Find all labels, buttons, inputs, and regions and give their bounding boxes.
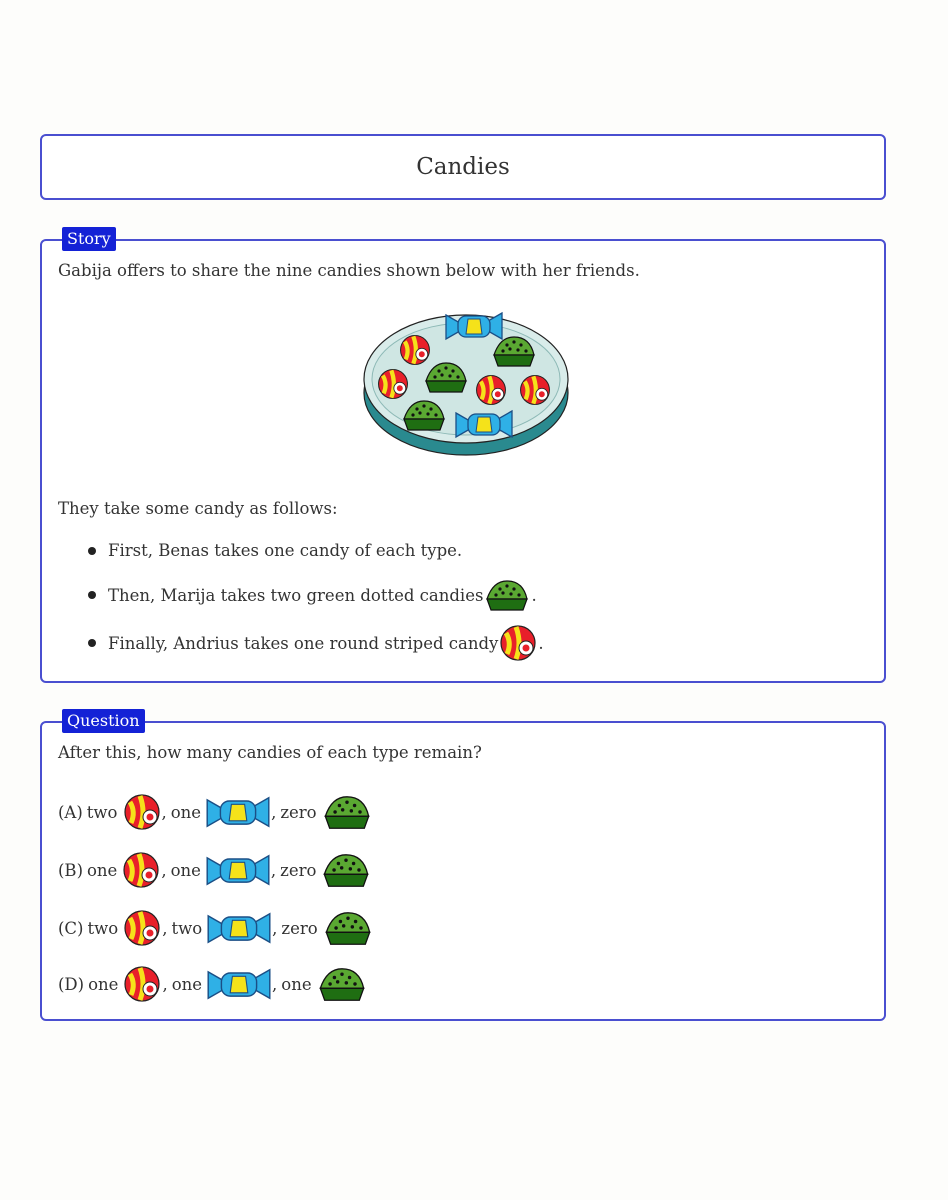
wrapped-candy-icon — [206, 965, 272, 1003]
option-label: (B) — [58, 860, 83, 880]
green-dotted-candy-icon — [320, 850, 372, 890]
round-striped-candy-icon — [498, 623, 538, 663]
dotted-count: one — [281, 974, 312, 994]
round-striped-candy-icon — [122, 908, 162, 948]
wrapped-count: one — [170, 802, 202, 822]
bullet-item — [88, 541, 462, 560]
dotted-count: zero — [281, 918, 318, 938]
bullet-item — [88, 623, 544, 663]
wrapped-count: two — [171, 918, 203, 938]
green-dotted-candy-icon — [316, 964, 368, 1004]
bullet-dot — [88, 591, 96, 599]
bullet-dot — [88, 547, 96, 555]
bullet-text: Finally, Andrius takes one round striped candy — [108, 633, 499, 653]
answer-option-a[interactable] — [58, 787, 373, 837]
answer-option-c[interactable] — [58, 903, 374, 953]
striped-count: one — [88, 974, 119, 994]
question-tag: Question — [62, 709, 145, 733]
striped-count: two — [87, 918, 119, 938]
round-striped-candy-icon — [122, 964, 162, 1004]
comma: , — [272, 974, 278, 994]
story-box — [40, 229, 886, 683]
bullet-period: . — [538, 633, 544, 653]
story-tag: Story — [62, 227, 116, 251]
comma: , — [270, 860, 277, 880]
round-striped-candy-icon — [121, 850, 161, 890]
comma: , — [161, 802, 167, 822]
answer-option-b[interactable] — [58, 845, 372, 895]
bullet-item — [88, 577, 537, 613]
comma: , — [272, 918, 278, 938]
option-label: (C) — [58, 918, 84, 938]
wrapped-candy-icon — [206, 909, 272, 947]
wrapped-count: one — [170, 860, 201, 880]
striped-count: one — [87, 860, 118, 880]
striped-candy-icon — [477, 376, 506, 405]
wrapped-candy-icon — [205, 793, 271, 831]
striped-candy-icon — [521, 376, 550, 405]
comma: , — [161, 860, 167, 880]
green-dotted-candy-icon — [483, 577, 531, 613]
question-prompt: After this, how many candies of each type remain? — [58, 743, 482, 762]
page-title: Candies — [416, 154, 510, 180]
story-intro: Gabija offers to share the nine candies shown below with her friends. — [58, 261, 640, 280]
option-label: (D) — [58, 974, 85, 994]
wrapped-count: one — [171, 974, 203, 994]
round-striped-candy-icon — [122, 792, 162, 832]
candy-dish-illustration — [362, 297, 572, 467]
bullet-period: . — [531, 585, 537, 605]
comma: , — [162, 974, 168, 994]
bullet-text: First, Benas takes one candy of each type. — [108, 541, 463, 560]
striped-count: two — [86, 802, 118, 822]
question-box — [40, 711, 886, 1021]
striped-candy-icon — [379, 370, 408, 399]
take-line: They take some candy as follows: — [58, 499, 338, 518]
green-dotted-candy-icon — [321, 792, 373, 832]
dotted-count: zero — [280, 802, 317, 822]
wrapped-candy-icon — [205, 851, 271, 889]
bullet-dot — [88, 639, 96, 647]
dotted-count: zero — [280, 860, 317, 880]
comma: , — [162, 918, 168, 938]
option-label: (A) — [58, 802, 83, 822]
comma: , — [271, 802, 277, 822]
striped-candy-icon — [401, 336, 430, 365]
title-box — [40, 134, 886, 200]
bullet-text: Then, Marija takes two green dotted candies — [108, 585, 484, 605]
answer-option-d[interactable] — [58, 959, 368, 1009]
green-dotted-candy-icon — [322, 908, 374, 948]
